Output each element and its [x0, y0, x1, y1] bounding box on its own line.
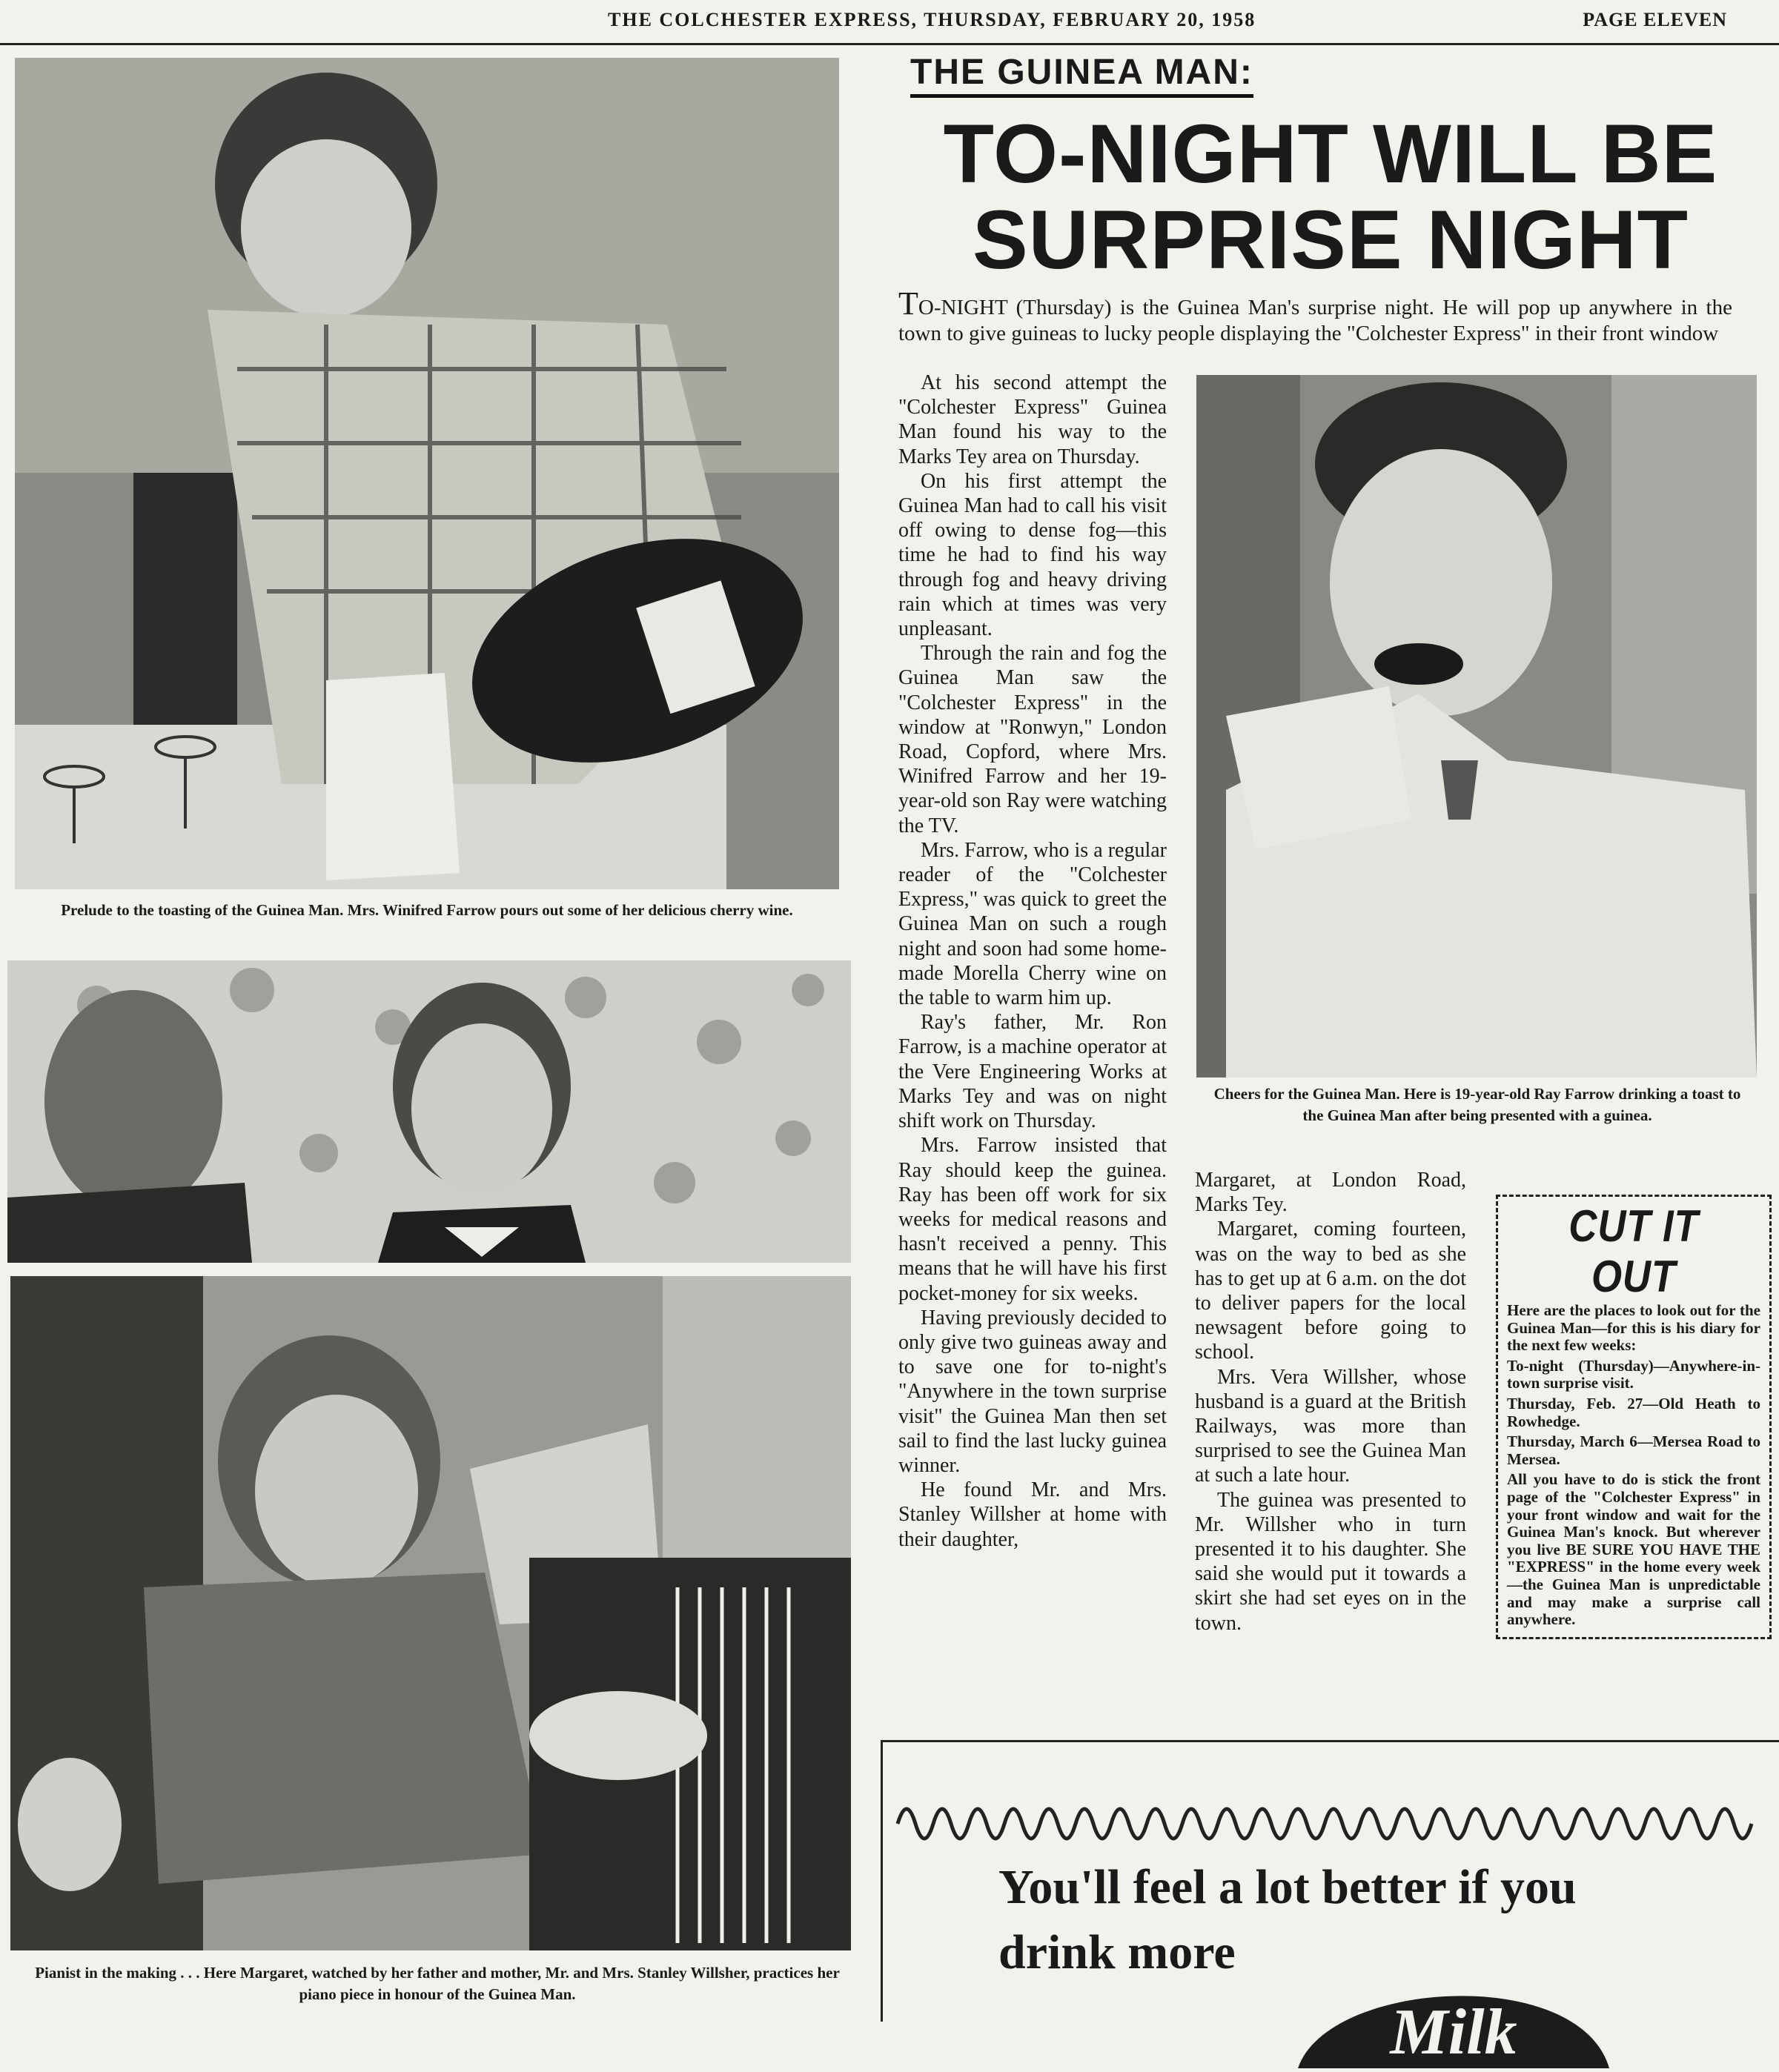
col2-paragraph: The guinea was presented to Mr. Willsher who in turn presented it to his daughter. She said she would put it towards a skirt she had set eyes on in the town.	[1195, 1488, 1466, 1635]
cut-it-out-text	[1507, 1302, 1760, 1629]
milk-logo	[1298, 1965, 1609, 2068]
milk-logo-text: Milk	[1390, 1996, 1517, 2068]
milk-advert	[881, 1740, 1779, 2068]
article-headline: TO-NIGHT WILL BE SURPRISE NIGHT	[943, 107, 1718, 286]
col2-paragraph: Margaret, at London Road, Marks Tey.	[1195, 1169, 1466, 1217]
photo-caption-2: Cheers for the Guinea Man. Here is 19-year-old Ray Farrow drinking a toast to the Guinea Man after being presented with a guinea.	[1213, 1085, 1741, 1124]
advert-headline: You'll feel a lot better if you drink more	[998, 1860, 1577, 1979]
article-column-2	[1195, 1168, 1466, 1636]
col2-paragraph: Mrs. Vera Willsher, whose husband is a guard at the British Railways, was more than surprised to see the Guinea Man at such a late hour.	[1195, 1365, 1466, 1487]
col1-paragraph: Ray's father, Mr. Ron Farrow, is a machine operator at the Vere Engineering Works at Marks Tey and was on night shift work on Thursday.	[898, 1011, 1167, 1133]
col1-paragraph: On his first attempt the Guinea Man had to call his visit off owing to dense fog—this time he had to find his way through fog and heavy driving rain which at times was very unpleasant.	[898, 469, 1167, 641]
milk-logo-graphic	[1298, 1965, 1609, 2068]
col1-paragraph: Having previously decided to only give two guineas away and to save one for to-night's "Anywhere in the town surprise visit" the Guinea Man then set sail to find the last lucky guinea winner.	[898, 1306, 1167, 1477]
cut-it-out-box	[1496, 1195, 1772, 1639]
cut-it-out-item: Thursday, Feb. 27—Old Heath to Rowhedge.	[1507, 1394, 1760, 1430]
masthead	[0, 0, 1779, 45]
article-column-1	[898, 371, 1167, 1552]
photo-caption-1: Prelude to the toasting of the Guinea Man. Mrs. Winifred Farrow pours out some of her delicious cherry wine.	[61, 901, 793, 919]
masthead-line: THE COLCHESTER EXPRESS, THURSDAY, FEBRUARY 20, 1958	[608, 9, 1256, 30]
col1-paragraph: At his second attempt the "Colchester Express" Guinea Man found his way to the Marks Tey area on Thursday.	[898, 371, 1167, 468]
photo-ray-toast	[1196, 375, 1757, 1077]
photo-woman-pouring-wine-graphic	[15, 58, 839, 889]
col1-paragraph: Mrs. Farrow, who is a regular reader of the "Colchester Express," was quick to greet the Guinea Man on such a rough night and soon had some home-made Morella Cherry wine on the table to warm him up.	[898, 838, 1167, 1010]
cut-it-out-title: CUT IT OUT	[1568, 1201, 1699, 1301]
col1-paragraph: He found Mr. and Mrs. Stanley Willsher at home with their daughter,	[898, 1478, 1167, 1551]
col1-paragraph: Mrs. Farrow insisted that Ray should keep the guinea. Ray has been off work for six weeks for medical reasons and hasn't received a penny. This means that he will have his first pocket-money for six weeks.	[898, 1134, 1167, 1305]
cut-it-out-item: To-night (Thursday)—Anywhere-in-town surprise visit.	[1507, 1356, 1760, 1392]
photo-ray-toast-graphic	[1196, 375, 1757, 1077]
photo-woman-pouring-wine	[15, 58, 839, 889]
cut-it-out-outro: All you have to do is stick the front page of the "Colchester Express" in your front window and wait for the Guinea Man's knock. But wherever you live BE SURE YOU HAVE THE "EXPRESS" in the home every week—the Guinea Man is unpredictable and may make a surprise call anywhere.	[1507, 1470, 1760, 1629]
cut-it-out-item: Thursday, March 6—Mersea Road to Mersea.	[1507, 1432, 1760, 1468]
article-lead: TO-NIGHT (Thursday) is the Guinea Man's surprise night. He will pop up anywhere in the town to give guineas to lucky people displaying the "Colchester Express" in their front window	[898, 285, 1732, 345]
page-number: PAGE ELEVEN	[1583, 9, 1727, 30]
col1-paragraph: Through the rain and fog the Guinea Man saw the "Colchester Express" in the window at "Ronwyn," London Road, Copford, where Mrs. Winifred Farrow and her 19-year-old son Ray were watching the TV.	[898, 642, 1167, 837]
col2-paragraph: Margaret, coming fourteen, was on the way to bed as she has to get up at 6 a.m. on the dot to deliver papers for the local newsagent before going to school.	[1195, 1218, 1466, 1364]
article-kicker: THE GUINEA MAN:	[910, 52, 1253, 98]
photo-girl-at-piano	[10, 1276, 851, 1950]
photo-girl-at-piano-graphic	[10, 1276, 851, 1950]
photo-couple-graphic	[7, 960, 851, 1263]
photo-caption-3: Pianist in the making . . . Here Margaret, watched by her father and mother, Mr. and Mrs. Stanley Willsher, practices her piano piece in honour of the Guinea Man.	[35, 1964, 840, 2003]
photo-couple	[7, 960, 851, 1263]
cut-it-out-intro: Here are the places to look out for the Guinea Man—for this is his diary for the next few weeks:	[1507, 1301, 1760, 1355]
advert-wavy-border	[883, 1772, 1779, 1861]
